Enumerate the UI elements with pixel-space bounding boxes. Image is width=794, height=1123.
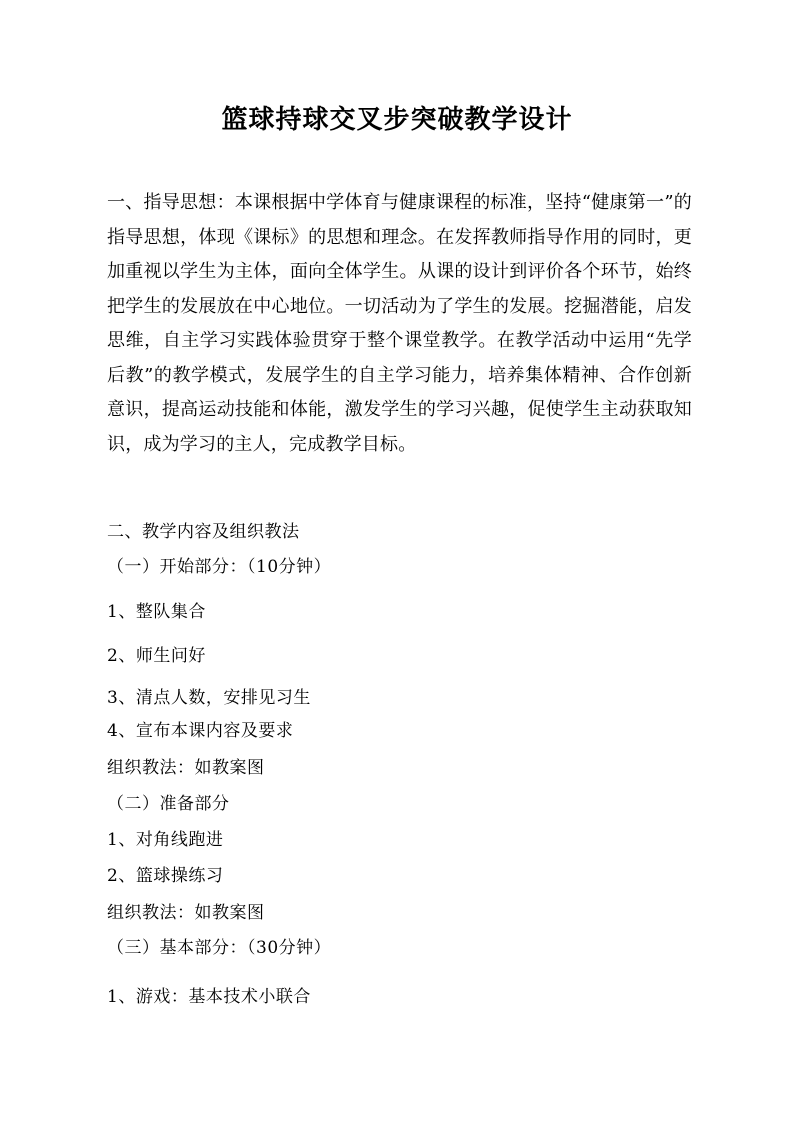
organization-note: 组织教法：如教案图 <box>107 758 265 778</box>
list-item: 2、师生问好 <box>107 646 206 666</box>
subsection-start: （一）开始部分：（10分钟） <box>107 557 332 577</box>
list-item: 3、清点人数，安排见习生 <box>107 688 311 708</box>
subsection-basic: （三）基本部分：（30分钟） <box>107 938 332 958</box>
list-item: 1、整队集合 <box>107 602 206 622</box>
list-item: 1、对角线跑进 <box>107 830 224 850</box>
guiding-thought-paragraph: 一、指导思想：本课根据中学体育与健康课程的标准，坚持“健康第一”的指导思想，体现《课标》的思想和理念。在发挥教师指导作用的同时，更加重视以学生为主体，面向全体学生。从课的设计到评价各个环节，始终把学生的发展放在中心地位。一切活动为了学生的发展。挖掘潜能，启发思维，自主学习实践体验贯穿于整个课堂教学。在教学活动中运用“先学后教”的教学模式，发展学生的自主学习能力，培养集体精神、合作创新意识，提高运动技能和体能，激发学生的学习兴趣，促使学生主动获取知识，成为学习的主人，完成教学目标。 <box>107 192 692 455</box>
subsection-prep: （二）准备部分 <box>107 794 230 814</box>
organization-note: 组织教法：如教案图 <box>107 903 265 923</box>
list-item: 1、游戏：基本技术小联合 <box>107 987 311 1007</box>
section-heading-content: 二、教学内容及组织教法 <box>107 522 300 542</box>
list-item: 4、宣布本课内容及要求 <box>107 721 294 741</box>
list-item: 2、篮球操练习 <box>107 866 224 886</box>
document-title: 篮球持球交叉步突破教学设计 <box>221 105 573 135</box>
